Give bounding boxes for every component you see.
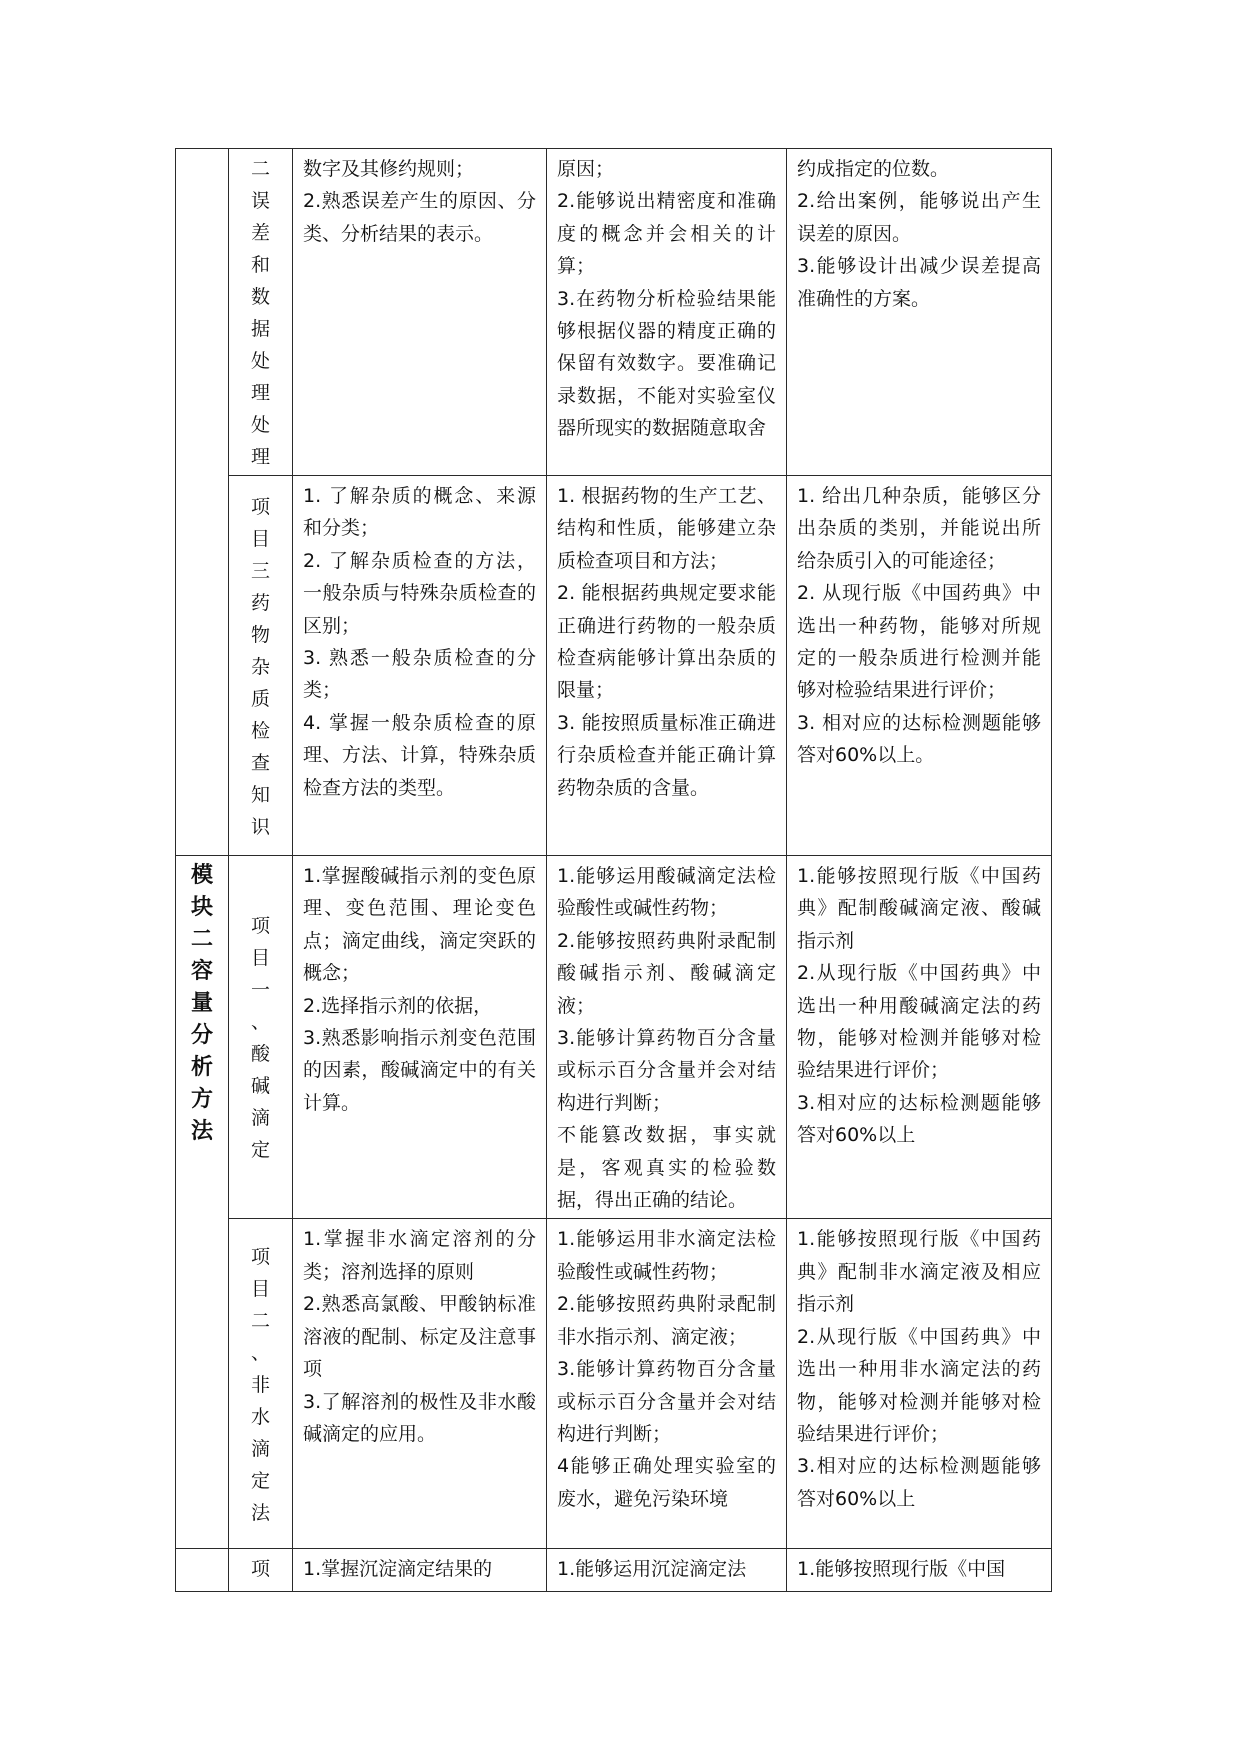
project-title-char: 非 xyxy=(250,1373,270,1396)
assessment-item: 2.从现行版《中国药典》中选出一种用非水滴定法的药物，能够对检测并能够对检验结果进行评价； xyxy=(797,1325,1041,1445)
table-row xyxy=(176,476,1052,856)
project-title-char: 项 xyxy=(250,495,270,518)
project-title-char: 理 xyxy=(250,382,270,404)
project-cell xyxy=(229,149,293,476)
assessment-cell xyxy=(787,856,1052,1219)
assessment-item: 2.给出案例，能够说出产生误差的原因。 xyxy=(797,190,1041,245)
project-title xyxy=(239,153,282,473)
ability-item: 2. 能根据药典规定要求能正确进行药物的一般杂质检查病能够计算出杂质的限量； xyxy=(557,582,776,702)
ability-item: 不能篡改数据，事实就是，客观真实的检验数据，得出正确的结论。 xyxy=(557,1124,776,1212)
knowledge-item: 1.掌握非水滴定溶剂的分类；溶剂选择的原则 xyxy=(303,1228,536,1283)
knowledge-item: 2.选择指示剂的依据， xyxy=(303,994,493,1017)
ability-item: 3.在药物分析检验结果能够根据仪器的精度正确的保留有效数字。要准确记录数据，不能对实验室仪器所现实的数据随意取舍 xyxy=(557,287,776,440)
knowledge-item: 数字及其修约规则； xyxy=(303,158,475,180)
ability-cell xyxy=(547,476,787,856)
project-title-char: 项 xyxy=(250,915,270,938)
ability-cell xyxy=(547,1549,787,1592)
assessment-item: 1.能够按照现行版《中国药典》配制酸碱滴定液、酸碱指示剂 xyxy=(797,865,1041,952)
assessment-item: 3. 相对应的达标检测题能够答对60%以上。 xyxy=(797,711,1041,767)
ability-item: 1. 根据药物的生产工艺、结构和性质，能够建立杂质检查项目和方法； xyxy=(557,485,776,572)
assessment-item: 3.相对应的达标检测题能够答对60%以上 xyxy=(797,1091,1041,1147)
assessment-cell xyxy=(787,149,1052,476)
ability-cell xyxy=(547,1219,787,1549)
project-title-char: 水 xyxy=(250,1405,270,1428)
ability-item: 3.能够计算药物百分含量或标示百分含量并会对结构进行判断； xyxy=(557,1358,776,1445)
assessment-item: 1.能够按照现行版《中国药典》配制非水滴定液及相应指示剂 xyxy=(797,1228,1041,1316)
knowledge-item: 1. 了解杂质的概念、来源和分类； xyxy=(303,485,536,540)
module-cell-empty xyxy=(176,149,229,856)
project-title-char: 处 xyxy=(250,414,270,436)
project-title xyxy=(239,910,282,1166)
assessment-item: 2. 从现行版《中国药典》中选出一种药物，能够对所规定的一般杂质进行检测并能够对检验结果进行评价； xyxy=(797,582,1041,702)
project-title-char: 定 xyxy=(250,1469,270,1492)
assessment-item: 2.从现行版《中国药典》中选出一种用酸碱滴定法的药物，能够对检测并能够对检验结果进行评价； xyxy=(797,962,1041,1082)
knowledge-item: 1.掌握酸碱指示剂的变色原理、变色范围、理论变色点；滴定曲线，滴定突跃的概念； xyxy=(303,865,536,985)
ability-item: 2.能够说出精密度和准确度的概念并会相关的计算； xyxy=(557,190,776,278)
project-title-char: 碱 xyxy=(250,1075,270,1098)
project-title-char: 三 xyxy=(250,559,270,582)
project-title-char: 误 xyxy=(250,190,270,212)
assessment-cell xyxy=(787,1219,1052,1549)
ability-item: 3.能够计算药物百分含量或标示百分含量并会对结构进行判断； xyxy=(557,1027,776,1114)
project-cell xyxy=(229,1549,293,1592)
project-title-char: 质 xyxy=(250,687,270,710)
project-title-char: 二 xyxy=(250,1309,270,1332)
table-row xyxy=(176,1219,1052,1549)
project-cell xyxy=(229,856,293,1219)
project-title-char: 物 xyxy=(250,623,270,646)
project-title-char: 差 xyxy=(250,222,270,244)
project-title-char: 法 xyxy=(250,1501,270,1524)
assessment-item: 约成指定的位数。 xyxy=(797,158,950,180)
ability-item: 1.能够运用酸碱滴定法检验酸性或碱性药物； xyxy=(557,865,776,920)
module-title: 模块二容量分析方法 xyxy=(190,863,213,1144)
table-row xyxy=(176,1549,1052,1592)
project-title-char: 目 xyxy=(250,527,270,550)
knowledge-cell xyxy=(293,1549,547,1592)
project-title xyxy=(239,491,282,843)
project-title-char: 、 xyxy=(250,1341,270,1364)
project-title-char: 处 xyxy=(250,350,270,372)
project-title-char: 滴 xyxy=(250,1107,270,1130)
knowledge-cell xyxy=(293,856,547,1219)
project-title-char: 杂 xyxy=(250,655,270,678)
project-title-char: 知 xyxy=(250,783,270,806)
project-title-char: 定 xyxy=(250,1139,270,1162)
knowledge-cell xyxy=(293,476,547,856)
ability-item: 原因； xyxy=(557,158,615,180)
assessment-item: 3.相对应的达标检测题能够答对60%以上 xyxy=(797,1455,1041,1510)
knowledge-item: 1.掌握沉淀滴定结果的 xyxy=(303,1558,493,1581)
table-row xyxy=(176,149,1052,476)
project-title-char: 滴 xyxy=(250,1437,270,1460)
assessment-cell xyxy=(787,1549,1052,1592)
ability-cell xyxy=(547,149,787,476)
project-title-char: 二 xyxy=(250,158,270,180)
assessment-item: 1.能够按照现行版《中国 xyxy=(797,1558,1006,1581)
knowledge-item: 2.熟悉高氯酸、甲酸钠标准溶液的配制、标定及注意事项 xyxy=(303,1293,536,1381)
ability-item: 3. 能按照质量标准正确进行杂质检查并能正确计算药物杂质的含量。 xyxy=(557,711,776,799)
knowledge-item: 4. 掌握一般杂质检查的原理、方法、计算，特殊杂质检查方法的类型。 xyxy=(303,711,536,799)
project-title-char: 理 xyxy=(250,446,270,468)
ability-item: 1.能够运用非水滴定法检验酸性或碱性药物； xyxy=(557,1228,776,1283)
knowledge-cell xyxy=(293,149,547,476)
project-title-char: 数 xyxy=(250,286,270,308)
assessment-item: 3.能够设计出减少误差提高准确性的方案。 xyxy=(797,255,1041,310)
project-title-char: 一 xyxy=(250,979,270,1002)
assessment-cell xyxy=(787,476,1052,856)
project-title-char: 、 xyxy=(250,1011,270,1034)
project-title xyxy=(239,1553,282,1585)
project-title-char: 查 xyxy=(250,751,270,774)
knowledge-item: 3.了解溶剂的极性及非水酸碱滴定的应用。 xyxy=(303,1390,536,1445)
project-title-char: 和 xyxy=(250,254,270,276)
ability-item: 1.能够运用沉淀滴定法 xyxy=(557,1558,747,1581)
curriculum-table xyxy=(175,148,1052,1592)
ability-item: 4能够正确处理实验室的废水，避免污染环境 xyxy=(557,1455,776,1510)
project-title-char: 识 xyxy=(250,815,270,838)
project-title-char: 目 xyxy=(250,1277,270,1300)
assessment-item: 1. 给出几种杂质，能够区分出杂质的类别，并能说出所给杂质引入的可能途径； xyxy=(797,485,1041,572)
table-row xyxy=(176,856,1052,1219)
project-title-char: 目 xyxy=(250,947,270,970)
knowledge-item: 3. 熟悉一般杂质检查的分类； xyxy=(303,647,536,702)
project-title-char: 项 xyxy=(250,1245,270,1268)
project-cell xyxy=(229,1219,293,1549)
project-title-char: 酸 xyxy=(250,1043,270,1066)
knowledge-item: 2. 了解杂质检查的方法，一般杂质与特殊杂质检查的区别； xyxy=(303,549,536,637)
ability-item: 2.能够按照药典附录配制非水指示剂、滴定液； xyxy=(557,1293,776,1348)
project-title-char: 检 xyxy=(250,719,270,742)
module-title-cell xyxy=(176,856,229,1549)
project-cell xyxy=(229,476,293,856)
module-cell-empty xyxy=(176,1549,229,1592)
ability-cell xyxy=(547,856,787,1219)
knowledge-item: 2.熟悉误差产生的原因、分类、分析结果的表示。 xyxy=(303,190,536,245)
ability-item: 2.能够按照药典附录配制酸碱指示剂、酸碱滴定液； xyxy=(557,929,776,1017)
project-title xyxy=(239,1241,282,1529)
project-title-char: 据 xyxy=(250,318,270,340)
project-title-char: 药 xyxy=(250,591,270,614)
project-title-char: 项 xyxy=(250,1558,270,1581)
knowledge-item: 3.熟悉影响指示剂变色范围的因素，酸碱滴定中的有关计算。 xyxy=(303,1027,536,1114)
knowledge-cell xyxy=(293,1219,547,1549)
